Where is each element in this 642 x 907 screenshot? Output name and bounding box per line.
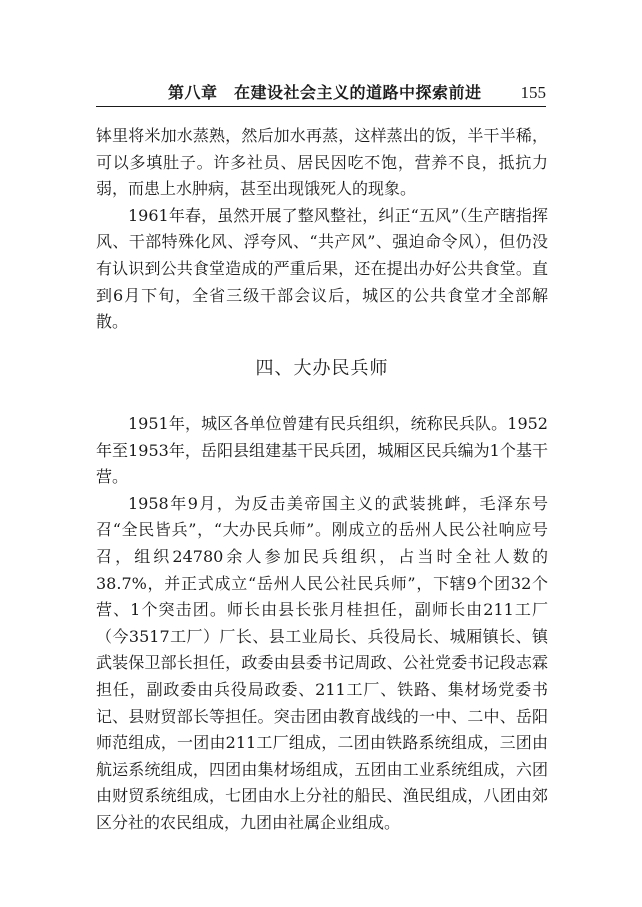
- text-block-after-section: [96, 411, 548, 837]
- section-heading: 四、大办民兵师: [255, 358, 389, 379]
- running-header: [96, 82, 546, 108]
- header-rule: [96, 106, 546, 107]
- paragraph: 1961年春，虽然开展了整风整社，纠正“五风”（生产瞎指挥风、干部特殊化风、浮夸风、“共产风”、强迫命令风），但仍没有认识到公共食堂造成的严重后果，还在提出办好公共食堂。直到6月下旬，全省三级干部会议后，城区的公共食堂才全部解散。: [96, 205, 548, 332]
- paragraph: 1958年9月，为反击美帝国主义的武装挑衅，毛泽东号召“全民皆兵”，“大办民兵师”。刚成立的岳州人民公社响应号召，组织24780余人参加民兵组织，占当时全社人数的38.7%，并正式成立“岳州人民公社民兵师”，下辖9个团32个营、1个突击团。师长由县长张月桂担任，副师长由211工厂（今3517工厂）厂长、县工业局长、兵役局长、城厢镇长、镇武装保卫部长担任，政委由县委书记周政、公社党委书记段志霖担任，副政委由兵役局政委、211工厂、铁路、集材场党委书记、县财贸部长等担任。突击团由教育战线的一中、二中、岳阳师范组成，一团由211工厂组成，二团由铁路系统组成，三团由航运系统组成，四团由集材场组成，五团由工业系统组成，六团由财贸系统组成，七团由水上分社的船民、渔民组成，八团由郊区分社的农民组成，九团由社属企业组成。: [96, 493, 548, 832]
- paragraph: 1951年，城区各单位曾建有民兵组织，统称民兵队。1952年至1953年，岳阳县组建基干民兵团，城厢区民兵编为1个基干营。: [96, 414, 548, 487]
- text-block-before-section: [96, 123, 548, 336]
- chapter-title: 第八章 在建设社会主义的道路中探索前进: [168, 83, 482, 102]
- page-number: 155: [520, 83, 546, 102]
- paragraph: 钵里将米加水蒸熟，然后加水再蒸，这样蒸出的饭，半干半稀，可以多填肚子。许多社员、居民因吃不饱，营养不良，抵抗力弱，而患上水肿病，甚至出现饿死人的现象。: [96, 126, 548, 199]
